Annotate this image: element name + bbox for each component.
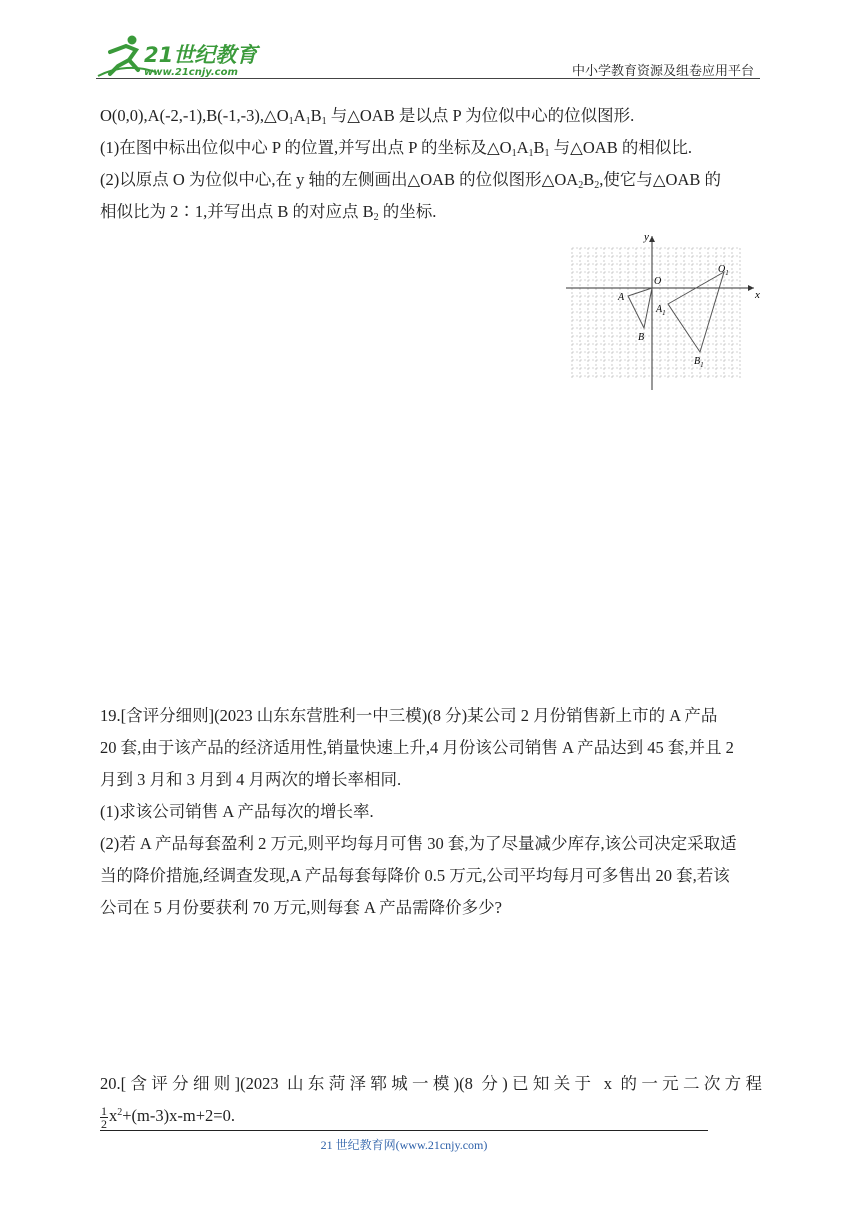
page-header	[96, 30, 760, 80]
fraction-one-half: $\frac{1}{2}$	[101, 1103, 107, 1131]
q18-part2-cont: 相似比为 2∶1,并写出点 B 的对应点 $B_2$ 的坐标.	[100, 202, 437, 223]
q18-givens: $O(0,0),A(-2,-1),B(-1,-3),\triangle O_1A_1B_1$ 与△OAB 是以点 P 为位似中心的位似图形.	[100, 106, 635, 127]
point-a-label: A	[618, 292, 625, 303]
q19-part2-line2: 当的降价措施,经调查发现,A 产品每套每降价 0.5 万元,公司平均每月可多售出 20 套,若该	[100, 866, 730, 885]
y-axis-label: y	[644, 231, 649, 243]
q19-part1: (1)求该公司销售 A 产品每次的增长率.	[100, 802, 374, 821]
x-axis-label: x	[755, 289, 760, 301]
footer-divider	[100, 1130, 708, 1131]
y-axis-arrow-icon	[649, 236, 655, 242]
question-20-text	[100, 1068, 762, 1132]
platform-name: 中小学教育资源及组卷应用平台	[571, 63, 754, 78]
q20-line1: 20.[含评分细则](2023 山东菏泽郓城一模)(8 分)已知关于 x 的一元二次方程	[100, 1074, 762, 1093]
logo-url: www.21cnjy.com	[144, 67, 238, 78]
q20-equation: $\frac{1}{2}$ $x^2+(m-3)x-m+2=0$.	[101, 1103, 235, 1131]
triangle-oab	[628, 288, 652, 328]
logo-text: 21世纪教育	[144, 43, 258, 67]
site-logo[interactable]	[96, 32, 286, 78]
q19-line3: 月到 3 月和 3 月到 4 月两次的增长率相同.	[100, 770, 402, 789]
q19-part2-line3: 公司在 5 月份要获利 70 万元,则每套 A 产品需降价多少?	[100, 898, 502, 917]
x-axis-arrow-icon	[748, 285, 754, 291]
question-19-text	[100, 700, 762, 924]
header-divider	[96, 78, 760, 79]
question-18-text	[100, 100, 762, 228]
footer-link[interactable]: 21 世纪教育网(www.21cnjy.com)	[320, 1138, 488, 1152]
q19-line1: 19.[含评分细则](2023 山东东营胜利一中三模)(8 分)某公司 2 月份销售新上市的 A 产品	[100, 706, 718, 725]
q19-part2-line1: (2)若 A 产品每套盈利 2 万元,则平均每月可售 30 套,为了尽量减少库存,该公司决定采取适	[100, 834, 737, 853]
point-b-label: B	[638, 332, 645, 343]
origin-label: O	[654, 276, 662, 287]
point-o1-label: $O_1$	[718, 264, 729, 277]
q18-part1: (1)在图中标出位似中心 P 的位置,并写出点 P 的坐标及$\triangle O_1A_1B_1$ 与△OAB 的相似比.	[100, 138, 692, 159]
point-a1-label: $A_1$	[656, 304, 666, 317]
q19-line2: 20 套,由于该产品的经济适用性,销量快速上升,4 月份该公司销售 A 产品达到 45 套,并且 2	[100, 738, 734, 757]
coordinate-grid-figure	[564, 230, 764, 395]
point-b1-label: $B_1$	[694, 356, 704, 369]
q18-part2: (2)以原点 O 为位似中心,在 y 轴的左侧画出△OAB 的位似图形$\triangle OA_2B_2$,使它与△OAB 的	[100, 170, 721, 191]
